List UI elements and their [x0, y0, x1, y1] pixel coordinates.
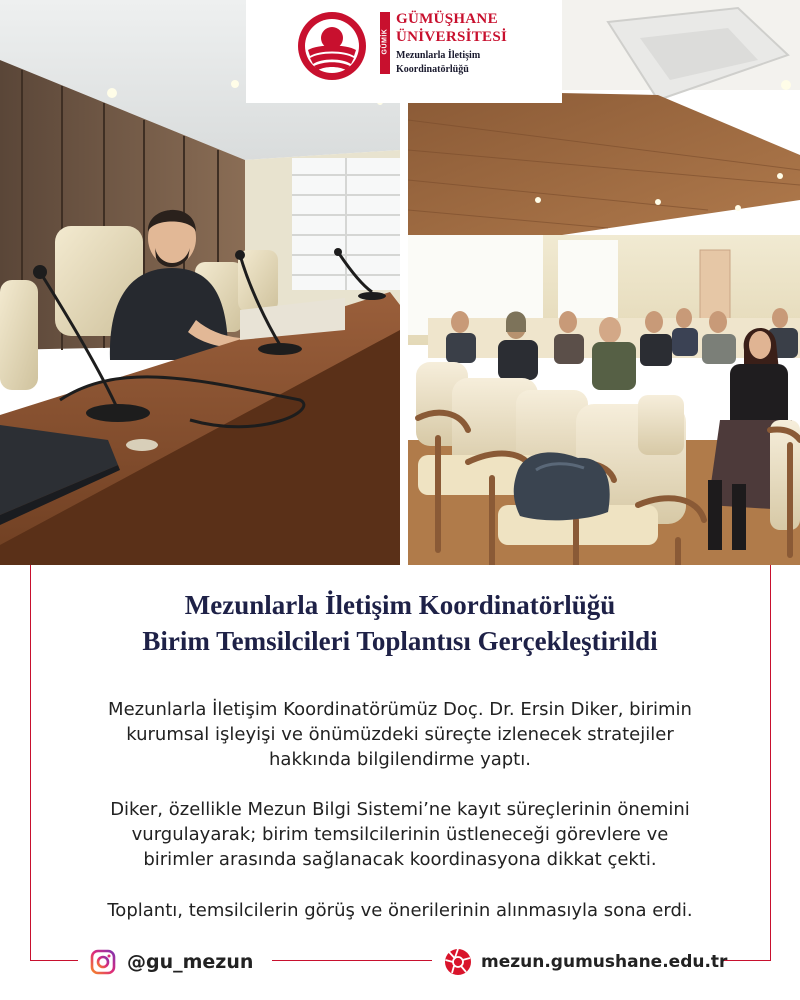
paragraph-line: Diker, özellikle Mezun Bilgi Sistemi’ne kayıt süreçlerinin önemini — [110, 799, 690, 820]
logo-university-name-line2: ÜNİVERSİTESİ — [396, 29, 508, 45]
paragraph-line: Toplantı, temsilcilerin görüş ve önerilerinin alınmasıyla sona erdi. — [107, 900, 693, 921]
paragraph-line: hakkında bilgilendirme yaptı. — [269, 749, 531, 770]
logo-unit-name-line2: Koordinatörlüğü — [396, 64, 469, 75]
paragraph-line: Mezunlarla İletişim Koordinatörümüz Doç. Dr. Ersin Diker, birimin — [108, 699, 692, 720]
frame-bottom-segment — [272, 960, 432, 961]
paragraph-line: birimler arasında sağlanacak koordinasyona dikkat çekti. — [143, 849, 657, 870]
paragraph-line: vurgulayarak; birim temsilcilerinin üstleneceği görevlere ve — [131, 824, 669, 845]
frame-bottom-segment — [722, 960, 771, 961]
article-paragraph-1 — [50, 697, 750, 772]
article-paragraph-2 — [50, 797, 750, 872]
logo-university-name-line1: GÜMÜŞHANE — [396, 11, 498, 27]
article-paragraph-3 — [50, 898, 750, 923]
aperture-icon[interactable] — [444, 948, 472, 976]
university-logo — [246, 0, 562, 103]
website-url-link[interactable]: mezun.gumushane.edu.tr — [481, 952, 728, 972]
frame-bottom-segment — [30, 960, 78, 961]
paragraph-line: kurumsal işleyişi ve önümüzdeki süreçte izlenecek stratejiler — [126, 724, 674, 745]
instagram-handle-link[interactable]: @gu_mezun — [127, 951, 254, 973]
university-emblem-icon — [296, 10, 368, 82]
instagram-icon[interactable] — [90, 949, 116, 975]
frame-left-border — [30, 565, 31, 960]
frame-right-border — [770, 565, 771, 960]
logo-unit-name-line1: Mezunlarla İletişim — [396, 50, 481, 61]
logo-vertical-text: GÜMİK — [381, 28, 389, 55]
article-title-line1: Mezunlarla İletişim Koordinatörlüğü — [184, 590, 616, 620]
article-title-line2: Birim Temsilcileri Toplantısı Gerçekleştirildi — [142, 626, 658, 656]
